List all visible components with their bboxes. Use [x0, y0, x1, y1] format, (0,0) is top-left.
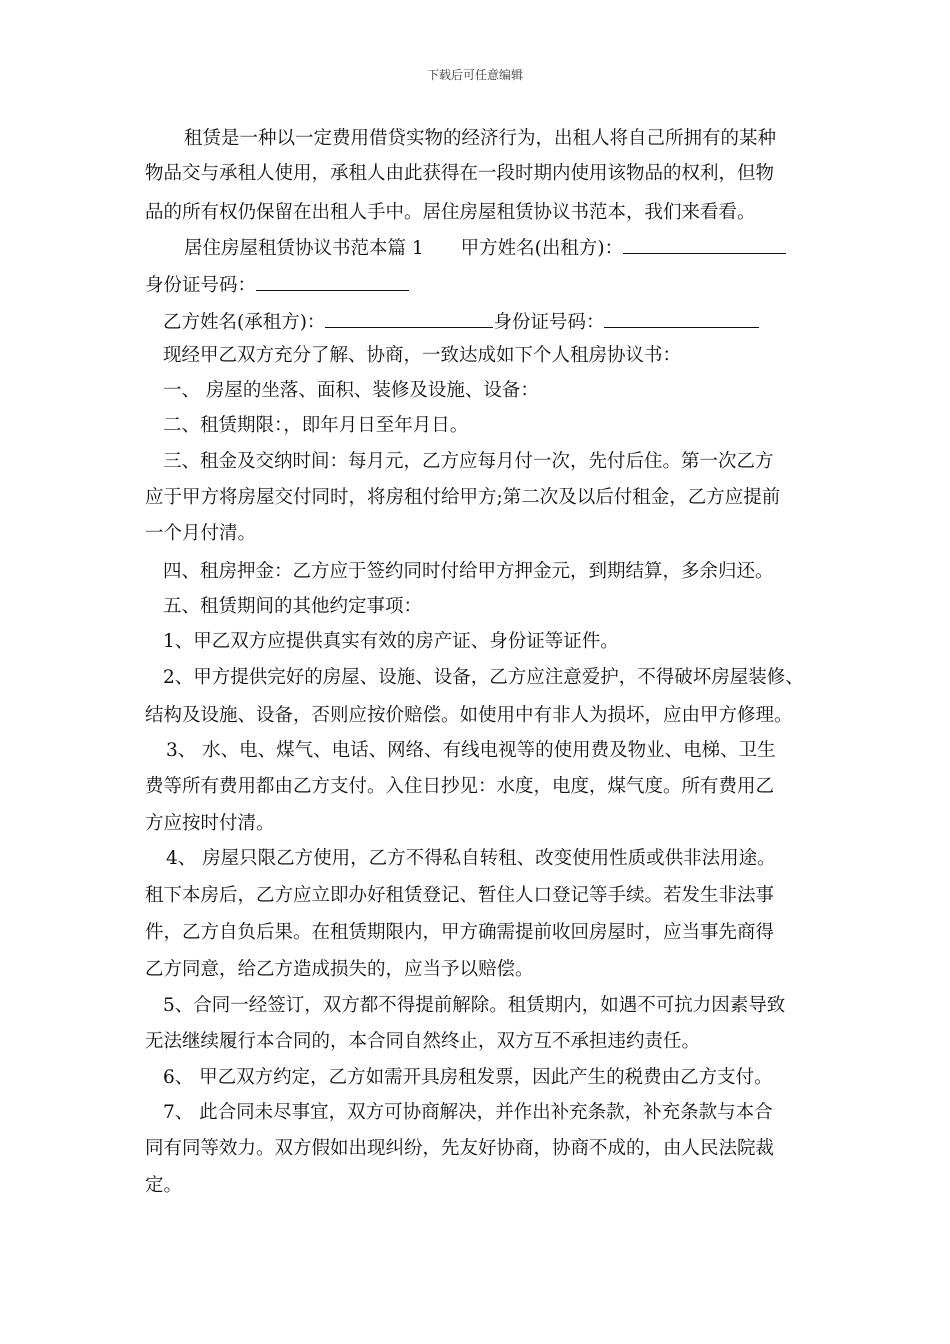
text-line: 1、甲乙双方应提供真实有效的房产证、身份证等证件。: [163, 631, 619, 652]
party-a-label: 居住房屋租赁协议书范本篇 1 甲方姓名(出租方)：: [184, 238, 624, 259]
text-line: 四、租房押金：乙方应于签约同时付给甲方押金元，到期结算，多余归还。: [163, 561, 774, 582]
text-line: 乙方同意，给乙方造成损失的，应当予以赔偿。: [145, 959, 534, 980]
text-line: 租赁是一种以一定费用借贷实物的经济行为，出租人将自己所拥有的某种: [184, 128, 777, 149]
text-line: 4、 房屋只限乙方使用，乙方不得私自转租、改变使用性质或供非法用途。: [166, 848, 776, 869]
text-line: 一个月付清。: [145, 523, 257, 544]
text-line: [163, 307, 759, 336]
text-line: 一、 房屋的坐落、面积、装修及设施、设备：: [163, 380, 539, 401]
text-line: 件，乙方自负后果。在租赁期限内，甲方确需提前收回房屋时，应当事先商得: [145, 922, 775, 943]
page-header: 下载后可任意编辑: [426, 68, 523, 82]
text-line: [184, 233, 786, 262]
party-a-name-field[interactable]: [623, 233, 786, 254]
party-b-id-field[interactable]: [604, 307, 759, 328]
text-line: 五、租赁期间的其他约定事项：: [163, 596, 423, 617]
text-line: 品的所有权仍保留在出租人手中。居住房屋租赁协议书范本，我们来看看。: [145, 202, 756, 223]
text-line: 定。: [145, 1175, 183, 1196]
text-line: 3、 水、电、煤气、电话、网络、有线电视等的使用费及物业、电梯、卫生: [166, 740, 776, 761]
text-line: [145, 270, 409, 299]
text-line: 方应按时付清。: [145, 813, 275, 834]
text-line: 6、 甲乙双方约定，乙方如需开具房租发票，因此产生的税费由乙方支付。: [163, 1067, 773, 1088]
party-a-id-field[interactable]: [256, 270, 409, 291]
text-line: 现经甲乙双方充分了解、协商，一致达成如下个人租房协议书：: [163, 345, 682, 366]
text-line: 无法继续履行本合同的，本合同自然终止，双方互不承担违约责任。: [145, 1031, 701, 1052]
text-line: 三、租金及交纳时间：每月元，乙方应每月付一次，先付后住。第一次乙方: [163, 451, 774, 472]
text-line: 2、甲方提供完好的房屋、设施、设备，乙方应注意爱护，不得破坏房屋装修、: [163, 667, 804, 688]
text-line: 应于甲方将房屋交付同时，将房租付给甲方;第二次及以后付租金，乙方应提前: [145, 487, 781, 508]
text-line: 7、 此合同未尽事宜，双方可协商解决，并作出补充条款，补充条款与本合: [163, 1102, 773, 1123]
text-line: 同有同等效力。双方假如出现纠纷，先友好协商，协商不成的，由人民法院裁: [145, 1138, 775, 1159]
text-line: 二、租赁期限：，即年月日至年月日。: [163, 415, 469, 436]
party-a-id-label: 身份证号码：: [145, 275, 257, 296]
party-b-label: 乙方姓名(承租方)：: [163, 312, 326, 333]
text-line: 物品交与承租人使用，承租人由此获得在一段时期内使用该物品的权利，但物: [145, 163, 775, 184]
party-b-id-label: 身份证号码：: [493, 312, 605, 333]
text-line: 5、合同一经签订，双方都不得提前解除。租赁期内，如遇不可抗力因素导致: [163, 995, 786, 1016]
party-b-name-field[interactable]: [325, 307, 493, 328]
text-line: 费等所有费用都由乙方支付。入住日抄见：水度，电度，煤气度。所有费用乙: [145, 776, 775, 797]
text-line: 结构及设施、设备，否则应按价赔偿。如使用中有非人为损坏，应由甲方修理。: [145, 705, 793, 726]
text-line: 租下本房后，乙方应立即办好租赁登记、暂住人口登记等手续。若发生非法事: [145, 885, 775, 906]
